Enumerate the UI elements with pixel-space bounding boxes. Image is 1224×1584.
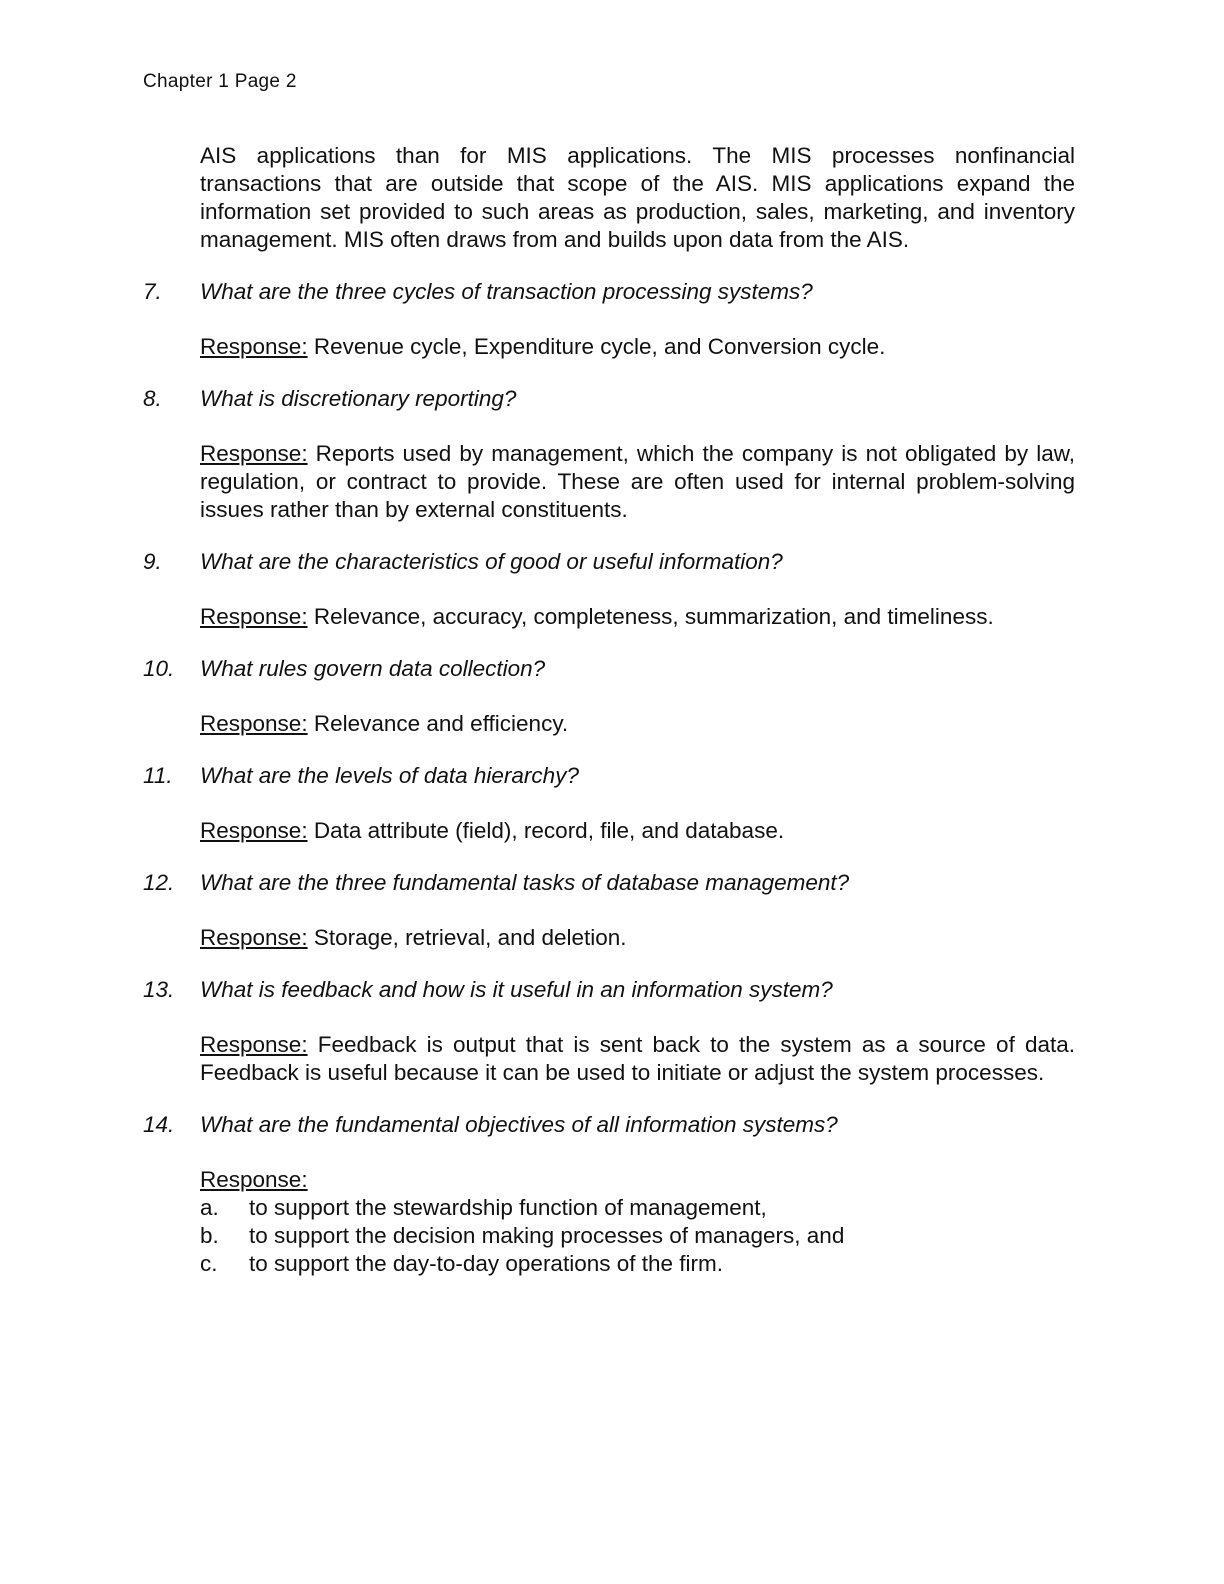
question-text: What is discretionary reporting? [200, 386, 517, 411]
list-letter: a. [200, 1195, 219, 1220]
response-text: Feedback is output that is sent back to the system as a source of data. Feedback is useful because it can be used to initiate or adjust the system processes. [200, 1032, 1075, 1085]
question-number: 7. [143, 279, 162, 304]
question-number: 8. [143, 386, 162, 411]
response-text: Relevance, accuracy, completeness, summarization, and timeliness. [307, 604, 994, 629]
response-14 [200, 1166, 1075, 1194]
list-text: to support the day-to-day operations of the firm. [249, 1251, 724, 1276]
question-text: What are the three fundamental tasks of database management? [200, 870, 850, 895]
question-text: What is feedback and how is it useful in an information system? [200, 977, 833, 1002]
response-text: Revenue cycle, Expenditure cycle, and Conversion cycle. [307, 334, 886, 359]
question-number: 14. [143, 1112, 175, 1137]
list-item [200, 1194, 1075, 1222]
response-label: Response: [200, 441, 308, 466]
question-number: 9. [143, 549, 162, 574]
response-11 [200, 817, 1075, 845]
question-text: What are the levels of data hierarchy? [200, 763, 579, 788]
question-9 [143, 548, 1075, 576]
question-13 [143, 976, 1075, 1004]
response-12 [200, 924, 1075, 952]
page-header: Chapter 1 Page 2 [143, 71, 297, 92]
response-label: Response: [200, 1167, 308, 1192]
list-letter: b. [200, 1223, 219, 1248]
response-label: Response: [200, 925, 308, 950]
response-label: Response: [200, 818, 308, 843]
response-label: Response: [200, 334, 308, 359]
response-13 [200, 1031, 1075, 1087]
response-7 [200, 333, 1075, 361]
list-item [200, 1250, 1075, 1278]
list-text: to support the decision making processes of managers, and [249, 1223, 845, 1248]
document-body [143, 142, 1075, 1278]
question-text: What are the three cycles of transaction processing systems? [200, 279, 813, 304]
question-text: What rules govern data collection? [200, 656, 546, 681]
response-text: Storage, retrieval, and deletion. [307, 925, 627, 950]
question-7 [143, 278, 1075, 306]
question-text: What are the fundamental objectives of all information systems? [200, 1112, 838, 1137]
list-text: to support the stewardship function of management, [249, 1195, 767, 1220]
question-11 [143, 762, 1075, 790]
objectives-list [200, 1194, 1075, 1278]
question-10 [143, 655, 1075, 683]
list-item [200, 1222, 1075, 1250]
question-text: What are the characteristics of good or useful information? [200, 549, 783, 574]
response-10 [200, 710, 1075, 738]
response-9 [200, 603, 1075, 631]
response-text: Reports used by management, which the company is not obligated by law, regulation, or contract to provide. These are often used for internal problem-solving issues rather than by external constituents. [200, 441, 1075, 522]
question-8 [143, 385, 1075, 413]
question-number: 10. [143, 656, 175, 681]
intro-paragraph: AIS applications than for MIS applications. The MIS processes nonfinancial transactions that are outside that scope of the AIS. MIS applications expand the information set provided to such areas as production, sales, marketing, and inventory management. MIS often draws from and builds upon data from the AIS. [200, 143, 1075, 252]
response-label: Response: [200, 1032, 308, 1057]
response-8 [200, 440, 1075, 524]
question-12 [143, 869, 1075, 897]
response-text: Relevance and efficiency. [307, 711, 569, 736]
question-number: 13. [143, 977, 175, 1002]
question-number: 11. [143, 763, 173, 788]
response-label: Response: [200, 711, 308, 736]
response-label: Response: [200, 604, 308, 629]
question-14 [143, 1111, 1075, 1139]
question-number: 12. [143, 870, 175, 895]
list-letter: c. [200, 1251, 218, 1276]
response-text: Data attribute (field), record, file, and database. [307, 818, 785, 843]
